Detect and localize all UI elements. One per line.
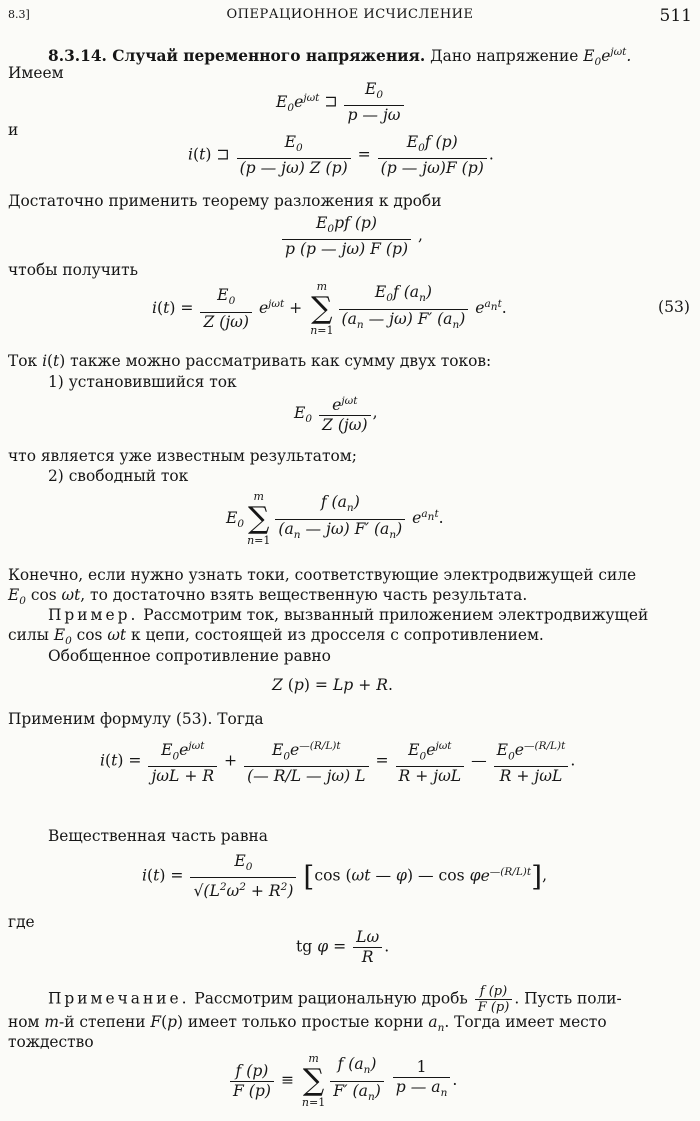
list-item: 1) установившийся ток — [48, 373, 237, 391]
formula: $E_0$ m ∑ n=1 $\frac{f (a_n)}{(a_n — j\omega) F' (a_n)}$ $e^{a_nt}$. — [226, 490, 444, 547]
paragraph-line: Имеем — [8, 64, 64, 82]
formula-inline: $\frac{f (p)}{F (p)}$ — [475, 984, 513, 1015]
formula: i(t) = $\frac{E_0e^{j\omega t}}{\text{jωL + R}}$ + $\frac{E_0e^{—(R/L)t}}{(— R/L — j\omega) L}$ = $\frac{E_0e^{j\omega t}}{\text{R + jωL}}$ — $\frac{E_0e^{—(R/L)t}}{\text{R + jωL}}$ . — [100, 740, 576, 786]
formula-inline: $E_0e^{j\omega t}$. — [583, 46, 632, 69]
formula-inline: $E_0$ — [53, 626, 72, 648]
formula: $E_0$ $\frac{e^{j\omega t}}{Z (j\omega)}$ , — [294, 395, 378, 435]
paragraph-line: Применим формулу (53). Тогда — [8, 710, 264, 728]
paragraph-line: Вещественная часть равна — [48, 827, 268, 845]
formula: i(t) = $\frac{E_0}{Z (j\omega)}$ $e^{j\omega t}$ + m ∑ n=1 $\frac{E_0f (a_n)}{(a_n — j\omega) F' (a_n)}$ $e^{a_nt}$. — [152, 280, 507, 337]
text-fragment: силы — [8, 626, 49, 644]
formula-inline: $E_0$ — [8, 586, 26, 608]
text-fragment: также можно рассматривать как сумму двух токов: — [70, 352, 492, 370]
paragraph-line: чтобы получить — [8, 261, 139, 279]
list-item: 2) свободный ток — [48, 467, 189, 485]
paragraph-line: Конечно, если нужно узнать токи, соответствующие электродвижущей силе — [8, 566, 637, 584]
note-label: Примечание. — [48, 989, 190, 1008]
text-fragment: , то достаточно взять вещественную часть результата. — [80, 586, 528, 604]
formula-inline: i — [42, 352, 47, 370]
equation-number: (53) — [657, 298, 690, 316]
formula: $\frac{E_0pf (p)}{p (p — j\omega) F (p)}$ , — [280, 214, 423, 259]
formula: i(t) = $\frac{E_0}{√(L^2\omega^2 + R^2)}$ [cos (ωt — φ) — $\cos \varphi e^{—(R/L)t}$], — [142, 852, 548, 901]
paragraph-line: ном m-й степени F(p) имеет только простые корни $a_n$. Тогда имеет место — [8, 1013, 607, 1035]
paragraph-line — [48, 605, 648, 625]
formula: i(t) ⊐ $\frac{E_0}{(p — j\omega) Z (p)}$ = $\frac{E_0f (p)}{(p — j\omega)F (p)}$ . — [188, 133, 494, 178]
section-title: 8.3.14. Случай переменного напряжения. — [48, 47, 426, 66]
section-heading-line — [48, 42, 631, 72]
paragraph-line: Обобщенное сопротивление равно — [48, 647, 331, 665]
formula: $\frac{f (p)}{F (p)}$ ≡ m ∑ n=1 $\frac{f (a_n)}{F' (a_n)}$ $\frac{1}{p — a_n}$ . — [228, 1052, 457, 1110]
formula: $E_0e^{j\omega t}$ ⊐ $\frac{E_0}{p — j\omega}$ — [276, 80, 406, 125]
formula-inline: F — [150, 1013, 162, 1031]
header-section-ref: 8.3] — [8, 8, 30, 21]
paragraph-line: тождество — [8, 1033, 94, 1051]
formula: tg φ = $\frac{L\omega}{R}$ . — [296, 928, 390, 966]
paragraph-line: что является уже известным результатом; — [8, 447, 357, 465]
paragraph-line — [48, 984, 622, 1015]
formula-inline: m — [44, 1013, 60, 1031]
text-fragment: . Тогда имеет место — [444, 1013, 607, 1031]
section-intro: Дано напряжение — [430, 47, 579, 66]
paragraph-line: где — [8, 913, 35, 931]
text-fragment: Ток — [8, 352, 38, 370]
paragraph-line: Достаточно применить теорему разложения к дроби — [8, 192, 442, 210]
text-fragment: к цепи, состоящей из дросселя с сопротивлением. — [130, 626, 544, 644]
text-fragment: -й степени — [59, 1013, 146, 1031]
formula-inline: $a_n$ — [428, 1013, 445, 1035]
text-fragment: имеет только простые корни — [187, 1013, 424, 1031]
paragraph-line: $E_0$ cos ωt, то достаточно взять вещественную часть результата. — [8, 586, 528, 608]
paragraph-line: силы $E_0$ cos ωt к цепи, состоящей из дросселя с сопротивлением. — [8, 626, 544, 648]
text-fragment: Рассмотрим ток, вызванный приложением электродвижущей — [143, 606, 649, 624]
page-number: 511 — [659, 6, 692, 26]
text-fragment: ном — [8, 1013, 40, 1031]
paragraph-line: и — [8, 121, 19, 139]
running-header — [8, 6, 692, 26]
text-fragment: Рассмотрим рациональную дробь — [194, 989, 468, 1008]
text-fragment: . Пусть поли- — [514, 989, 622, 1008]
formula: Z (p) = Lp + R. — [272, 676, 393, 694]
example-label: Пример. — [48, 606, 139, 624]
paragraph-line: Ток i(t) также можно рассматривать как сумму двух токов: — [8, 352, 492, 370]
header-title: ОПЕРАЦИОННОЕ ИСЧИСЛЕНИЕ — [226, 7, 474, 22]
